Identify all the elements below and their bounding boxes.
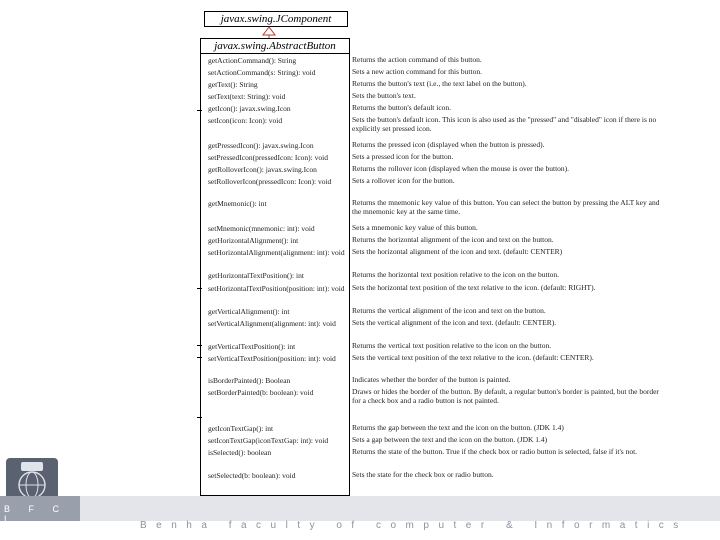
method-signature: getIcon(): javax.swing.Icon [208, 104, 291, 113]
method-signature: setRolloverIcon(pressedIcon: Icon): void [208, 177, 332, 186]
method-description: Returns the rollover icon (displayed when the mouse is over the button). [352, 164, 570, 173]
footer-left-label: B F C I [4, 504, 68, 524]
method-description: Returns the vertical text position relative to the icon on the button. [352, 341, 552, 350]
method-description: Returns the mnemonic key value of this button. You can select the button by pressing the ALT key and the mnemonic key at the same time. [352, 198, 660, 216]
method-signature: setVerticalTextPosition(position: int): void [208, 354, 336, 363]
method-description: Returns the button's text (i.e., the text label on the button). [352, 79, 527, 88]
parent-class-box [204, 11, 348, 27]
method-signature: getPressedIcon(): javax.swing.Icon [208, 141, 314, 150]
footer-band-light [0, 496, 720, 521]
method-signature: getActionCommand(): String [208, 56, 297, 65]
method-description: Returns the pressed icon (displayed when the button is pressed). [352, 140, 545, 149]
method-signature: setMnemonic(mnemonic: int): void [208, 224, 315, 233]
footer-band-dark [0, 496, 80, 524]
method-description: Draws or hides the border of the button. By default, a regular button's border is painted, but the border for a check box and a radio button is not painted. [352, 387, 659, 405]
method-signature: getIconTextGap(): int [208, 424, 274, 433]
method-description: Returns the button's default icon. [352, 103, 452, 112]
method-signature: setHorizontalTextPosition(position: int): void [208, 284, 345, 293]
method-signature: setVerticalAlignment(alignment: int): void [208, 319, 336, 328]
method-signature: getVerticalTextPosition(): int [208, 342, 296, 351]
method-signature: setSelected(b: boolean): void [208, 471, 296, 480]
method-description: Sets a rollover icon for the button. [352, 176, 455, 185]
method-signature: getText(): String [208, 80, 258, 89]
method-description: Sets the horizontal text position of the text relative to the icon. (default: RIGHT). [352, 283, 596, 292]
footer-band [0, 496, 720, 540]
method-signature: isSelected(): boolean [208, 448, 272, 457]
row-tick [197, 417, 202, 418]
method-description: Sets the vertical text position of the text relative to the icon. (default: CENTER). [352, 353, 594, 362]
row-tick [197, 357, 202, 358]
method-description: Indicates whether the border of the button is painted. [352, 375, 511, 384]
method-signature: setActionCommand(s: String): void [208, 68, 316, 77]
method-signature: getRolloverIcon(): javax.swing.Icon [208, 165, 317, 174]
method-signature: setBorderPainted(b: boolean): void [208, 388, 314, 397]
class-box [200, 38, 350, 496]
method-signature: setIconTextGap(iconTextGap: int): void [208, 436, 329, 445]
method-description: Returns the gap between the text and the icon on the button. (JDK 1.4) [352, 423, 564, 432]
method-description: Returns the vertical alignment of the icon and text on the button. [352, 306, 546, 315]
method-description: Sets a pressed icon for the button. [352, 152, 454, 161]
method-description: Returns the action command of this button. [352, 55, 482, 64]
method-signature: getHorizontalTextPosition(): int [208, 271, 304, 280]
method-signature: setHorizontalAlignment(alignment: int): void [208, 248, 345, 257]
method-description: Sets the horizontal alignment of the icon and text. (default: CENTER) [352, 247, 563, 256]
method-signature: isBorderPainted(): Boolean [208, 376, 291, 385]
row-tick [197, 288, 202, 289]
method-description: Sets the button's text. [352, 91, 416, 100]
method-list [201, 54, 349, 495]
method-description: Sets a mnemonic key value of this button. [352, 223, 478, 232]
method-signature: setPressedIcon(pressedIcon: Icon): void [208, 153, 328, 162]
description-list [348, 53, 662, 494]
row-tick [197, 110, 202, 111]
footer-text: Benha faculty of computer & Informatics [140, 520, 688, 531]
method-description: Returns the horizontal alignment of the icon and text on the button. [352, 235, 554, 244]
method-signature: getVerticalAlignment(): int [208, 307, 290, 316]
method-description: Returns the horizontal text position relative to the icon on the button. [352, 270, 560, 279]
method-description: Sets a new action command for this button. [352, 67, 482, 76]
method-signature: setIcon(icon: Icon): void [208, 116, 283, 125]
method-description: Sets a gap between the text and the icon on the button. (JDK 1.4) [352, 435, 548, 444]
method-description: Sets the state for the check box or radio button. [352, 470, 494, 479]
method-description: Returns the state of the button. True if the check box or radio button is selected, false if it's not. [352, 447, 638, 456]
row-tick [197, 345, 202, 346]
method-signature: setText(text: String): void [208, 92, 286, 101]
method-signature: getHorizontalAlignment(): int [208, 236, 299, 245]
parent-class-name: javax.swing.JComponent [220, 13, 332, 25]
method-description: Sets the vertical alignment of the icon and text. (default: CENTER). [352, 318, 557, 327]
method-signature: getMnemonic(): int [208, 199, 267, 208]
method-description: Sets the button's default icon. This icon is also used as the "pressed" and "disabled" icon if there is no explicitly set pressed icon. [352, 115, 657, 133]
class-name: javax.swing.AbstractButton [201, 39, 349, 54]
